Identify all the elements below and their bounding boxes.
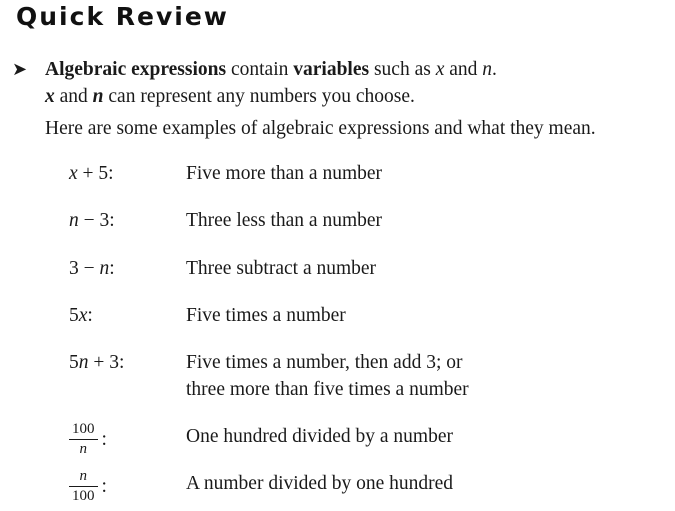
expression: x + 5:: [69, 163, 114, 184]
fraction-numerator: 100: [69, 421, 98, 440]
expression-meaning: Five times a number, then add 3; or three more than five times a number: [186, 352, 469, 400]
fraction: [69, 421, 98, 458]
variable-n: n: [482, 59, 493, 80]
fraction-numerator: n: [69, 468, 98, 487]
fraction-expression: $\frac{100}{n}$ :: [69, 421, 107, 458]
term-variables: variables: [293, 59, 370, 80]
intro-line: Here are some examples of algebraic expressions and what they mean.: [45, 118, 596, 139]
fraction: [69, 468, 98, 505]
fraction-denominator: 100: [72, 488, 95, 504]
variables-line: x and n can represent any numbers you choose.: [45, 86, 415, 107]
expression: 5n + 3:: [69, 352, 125, 373]
section-title: Quick Review: [16, 2, 229, 31]
variable-x: x: [435, 59, 445, 80]
variable-x-bold: x: [45, 86, 55, 107]
expression-meaning: Five more than a number: [186, 163, 383, 184]
expression: 5x:: [69, 305, 93, 326]
expression-meaning: Three less than a number: [186, 210, 383, 231]
expression-meaning: One hundred divided by a number: [186, 426, 453, 447]
fraction-denominator: n: [79, 441, 87, 457]
definition-line: Algebraic expressions contain variables such as x and n.: [45, 59, 497, 80]
expression-meaning: Three subtract a number: [186, 258, 377, 279]
expression: 3 − n:: [69, 258, 115, 279]
expression-meaning: A number divided by one hundred: [186, 473, 453, 494]
arrow-bullet-icon: ➤: [12, 59, 28, 80]
expression: n − 3:: [69, 210, 115, 231]
fraction-expression: $\frac{n}{100}$ :: [69, 468, 107, 505]
term-algebraic-expressions: Algebraic expressions: [45, 59, 227, 80]
variable-n-bold: n: [92, 86, 104, 107]
expression-meaning: Five times a number: [186, 305, 346, 326]
